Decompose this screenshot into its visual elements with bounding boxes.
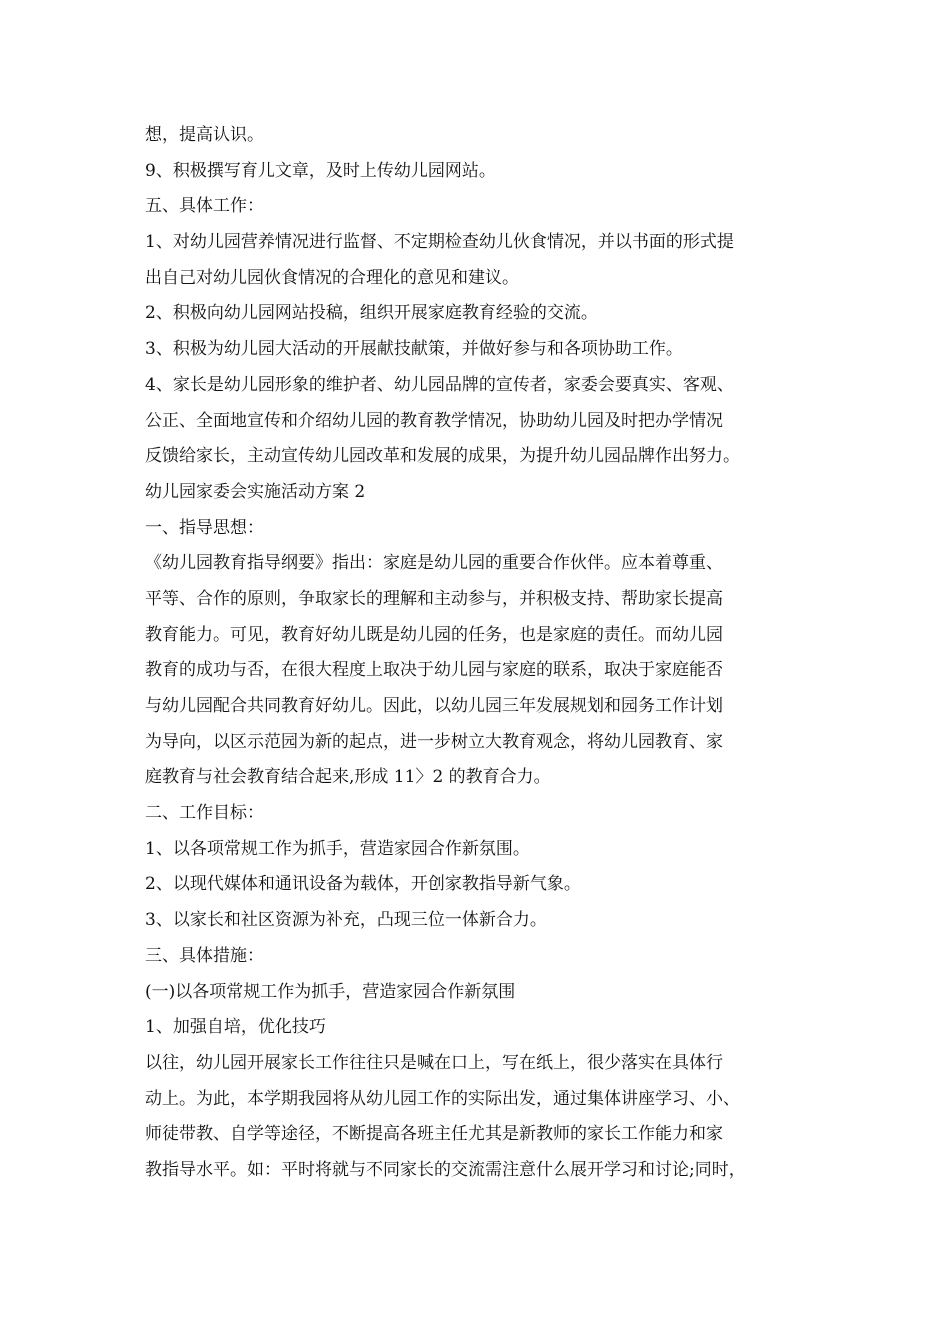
text-line: 教指导水平。如：平时将就与不同家长的交流需注意什么展开学习和讨论;同时， bbox=[145, 1159, 746, 1180]
section-heading: 五、具体工作： bbox=[145, 196, 264, 217]
text-line: 《幼儿园教育指导纲要》指出：家庭是幼儿园的重要合作伙伴。应本着尊重、 bbox=[145, 553, 723, 574]
text-line: 师徒带教、自学等途径，不断提高各班主任尤其是新教师的家长工作能力和家 bbox=[145, 1124, 723, 1145]
text-line: 反馈给家长，主动宣传幼儿园改革和发展的成果，为提升幼儿园品牌作出努力。 bbox=[145, 446, 740, 467]
text-line: 1、以各项常规工作为抓手，营造家园合作新氛围。 bbox=[145, 838, 530, 859]
text-line: 9、积极撰写育儿文章，及时上传幼儿园网站。 bbox=[145, 160, 496, 181]
text-line: 为导向，以区示范园为新的起点，进一步树立大教育观念，将幼儿园教育、家 bbox=[145, 731, 723, 752]
section-heading: 三、具体措施： bbox=[145, 945, 264, 966]
subsection-heading: 1、加强自培，优化技巧 bbox=[145, 1017, 326, 1038]
text-line: 教育的成功与否，在很大程度上取决于幼儿园与家庭的联系，取决于家庭能否 bbox=[145, 660, 723, 681]
text-line: 想，提高认识。 bbox=[145, 125, 264, 145]
text-line: 公正、全面地宣传和介绍幼儿园的教育教学情况，协助幼儿园及时把办学情况 bbox=[145, 410, 723, 431]
text-line: 1、对幼儿园营养情况进行监督、不定期检查幼儿伙食情况，并以书面的形式提 bbox=[145, 232, 734, 253]
document-title: 幼儿园家委会实施活动方案 2 bbox=[145, 481, 366, 502]
text-line: 2、积极向幼儿园网站投稿，组织开展家庭教育经验的交流。 bbox=[145, 303, 598, 324]
text-line: 出自己对幼儿园伙食情况的合理化的意见和建议。 bbox=[145, 267, 519, 288]
text-line: 2、以现代媒体和通讯设备为载体，开创家教指导新气象。 bbox=[145, 874, 581, 895]
subsection-heading: (一)以各项常规工作为抓手，营造家园合作新氛围 bbox=[145, 981, 516, 1002]
text-line: 4、家长是幼儿园形象的维护者、幼儿园品牌的宣传者，家委会要真实、客观、 bbox=[145, 374, 734, 395]
document-body bbox=[145, 118, 815, 1189]
text-line: 教育能力。可见，教育好幼儿既是幼儿园的任务，也是家庭的责任。而幼儿园 bbox=[145, 624, 723, 645]
text-line: 3、以家长和社区资源为补充，凸现三位一体新合力。 bbox=[145, 910, 547, 931]
text-line: 以往，幼儿园开展家长工作往往只是喊在口上，写在纸上，很少落实在具体行 bbox=[145, 1052, 723, 1073]
text-line: 动上。为此，本学期我园将从幼儿园工作的实际出发，通过集体讲座学习、小、 bbox=[145, 1088, 740, 1109]
section-heading: 一、指导思想： bbox=[145, 517, 264, 538]
text-line: 平等、合作的原则，争取家长的理解和主动参与，并积极支持、帮助家长提高 bbox=[145, 588, 723, 609]
text-line: 庭教育与社会教育结合起来,形成 11〉2 的教育合力。 bbox=[145, 767, 551, 788]
text-line: 与幼儿园配合共同教育好幼儿。因此，以幼儿园三年发展规划和园务工作计划 bbox=[145, 696, 723, 716]
text-line: 3、积极为幼儿园大活动的开展献技献策，并做好参与和各项协助工作。 bbox=[145, 339, 683, 360]
section-heading: 二、工作目标： bbox=[145, 803, 264, 824]
